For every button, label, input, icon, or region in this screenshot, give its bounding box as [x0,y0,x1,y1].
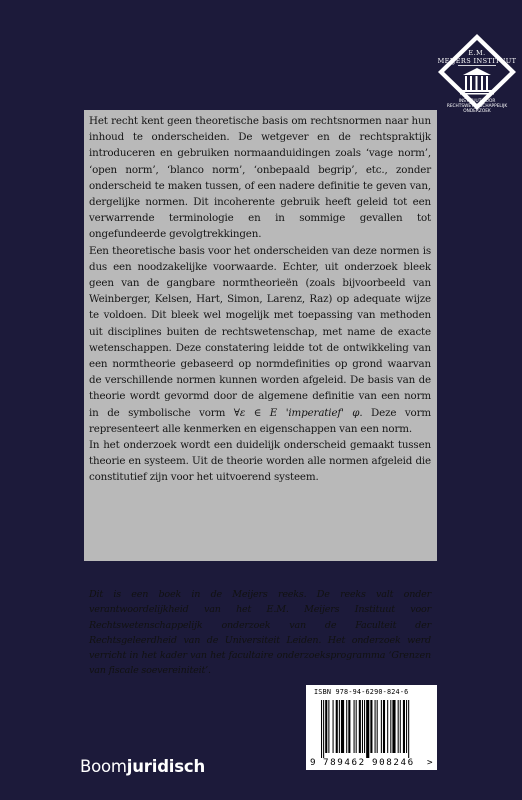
barcode-bar [328,700,329,753]
barcode-bar [392,700,395,753]
isbn-label: ISBN 978-94-6290-824-6 [314,688,409,696]
barcode-digits-right: 908246 [372,757,415,768]
publisher-name-light: Boom [80,757,127,776]
barcode-bar [354,700,355,753]
barcode-bar [387,700,388,753]
barcode-bar [364,700,365,753]
blurb-text [89,113,431,486]
barcode-bar [339,700,340,753]
logo-name-line2 [436,57,518,65]
barcode-bar [406,700,407,753]
barcode-bar [400,700,401,753]
series-note: Dit is een boek in de Meijers reeks. De reeks valt onder verantwoordelijkheid van het E.M. Meijers Instituut voor Rechtswetenschappelijk onderzoek van de Faculteit der Rechtsgeleerdheid van de Universiteit Leiden. Het onderzoek werd verricht in het kader van het facultaire onderzoeksprogramma ‘Grenzen van fiscale soevereiniteit’. [89,589,431,677]
barcode-bar [370,700,372,753]
barcode-bar [398,700,399,753]
barcode-bar [408,700,409,758]
barcode-bar [333,700,334,753]
barcode-bar [366,700,369,758]
meijers-instituut-logo [436,32,518,118]
publisher-name-bold: juridisch [126,757,206,776]
barcode-bar [356,700,357,753]
barcode-bar [323,700,324,758]
blurb-paragraph-3: In het onderzoek wordt een duidelijk onderscheid gemaakt tussen theorie en systeem. Uit de theorie worden alle normen afgeleid die constitutief zijn voor het uitvoerend systeem. [89,439,431,484]
logo-name-line1: E.M. [468,49,486,57]
barcode-bar [336,700,338,753]
logo-subtitle-line3: ONDERZOEK [463,109,491,114]
blurb-paragraph-1: Het recht kent geen theoretische basis om rechtsnormen naar hun inhoud te onderscheiden. De wetgever en de rechtspraktijk introduceren en gebruiken normaanduidingen zoals ‘vage norm’, ‘open norm’, ‘blanco norm’, ‘onbepaald begrip’, etc., zonder onderscheid te maken tussen, of een nadere definitie te geven van, dergelijke normen. Dit incoherente gebruik heeft geleid tot een verwarrende terminologie en in sommige gevallen tot ongefundeerde gevolgtrekkingen. [89,115,431,241]
barcode-bar [341,700,344,753]
publisher-logo [80,757,205,776]
barcode-bar [377,700,378,753]
logo-subtitle-line2: RECHTSWETENSCHAPPELIJK [446,104,508,109]
barcode-bar [381,700,382,753]
barcode-digits-left: 789462 [323,757,366,768]
blurb-paragraph-2-part2: . Deze vorm representeert alle kenmerken en eigenschappen van een norm. [89,406,431,435]
barcode-bar [390,700,391,753]
barcode-bar [359,700,361,753]
blurb-paragraph-2-part1: Een theoretische basis voor het onderscheiden van deze normen is dus een noodzakelijke voorwaarde. Echter, uit onderzoek bleek geen van de gangbare normtheorieën (zoals bijvoorbeeld van Weinberger, Kelsen, Hart, Simon, Larenz, Raz) op adequate wijze te voldoen. Dit bleek wel mogelijk met toepassing van methoden uit disciplines buiten de rechtswetenschap, met name de exacte wetenschappen. Deze constatering leidde tot de ontwikkeling van een normtheorie gebaseerd op normdefinities op grond waarvan de verschillende normen kunnen worden afgeleid. De basis van de theorie wordt gevormd door de algemene definitie van een norm in de symbolische vorm [89,244,431,419]
barcode-bar [383,700,385,753]
barcode-bars [310,698,432,758]
logo-subtitle-line1: INSTITUUT VOOR [458,99,496,104]
barcode-end-mark: > [427,757,433,768]
barcode-bar [346,700,347,753]
barcode-digit-first: 9 [310,757,316,768]
barcode-bar [325,700,327,753]
barcode-bar [321,700,322,758]
barcode-bar [348,700,350,753]
barcode-bar [375,700,376,753]
barcode-bar [362,700,363,753]
blurb-paragraph-2 [89,243,431,437]
logo-name-instituut: INSTITUUT [473,57,517,65]
norm-formula: ∀ε ∈ E 'imperatief' φ [233,406,360,419]
barcode-bar [403,700,405,753]
logo-name-meijers: MEIJERS [437,57,472,65]
